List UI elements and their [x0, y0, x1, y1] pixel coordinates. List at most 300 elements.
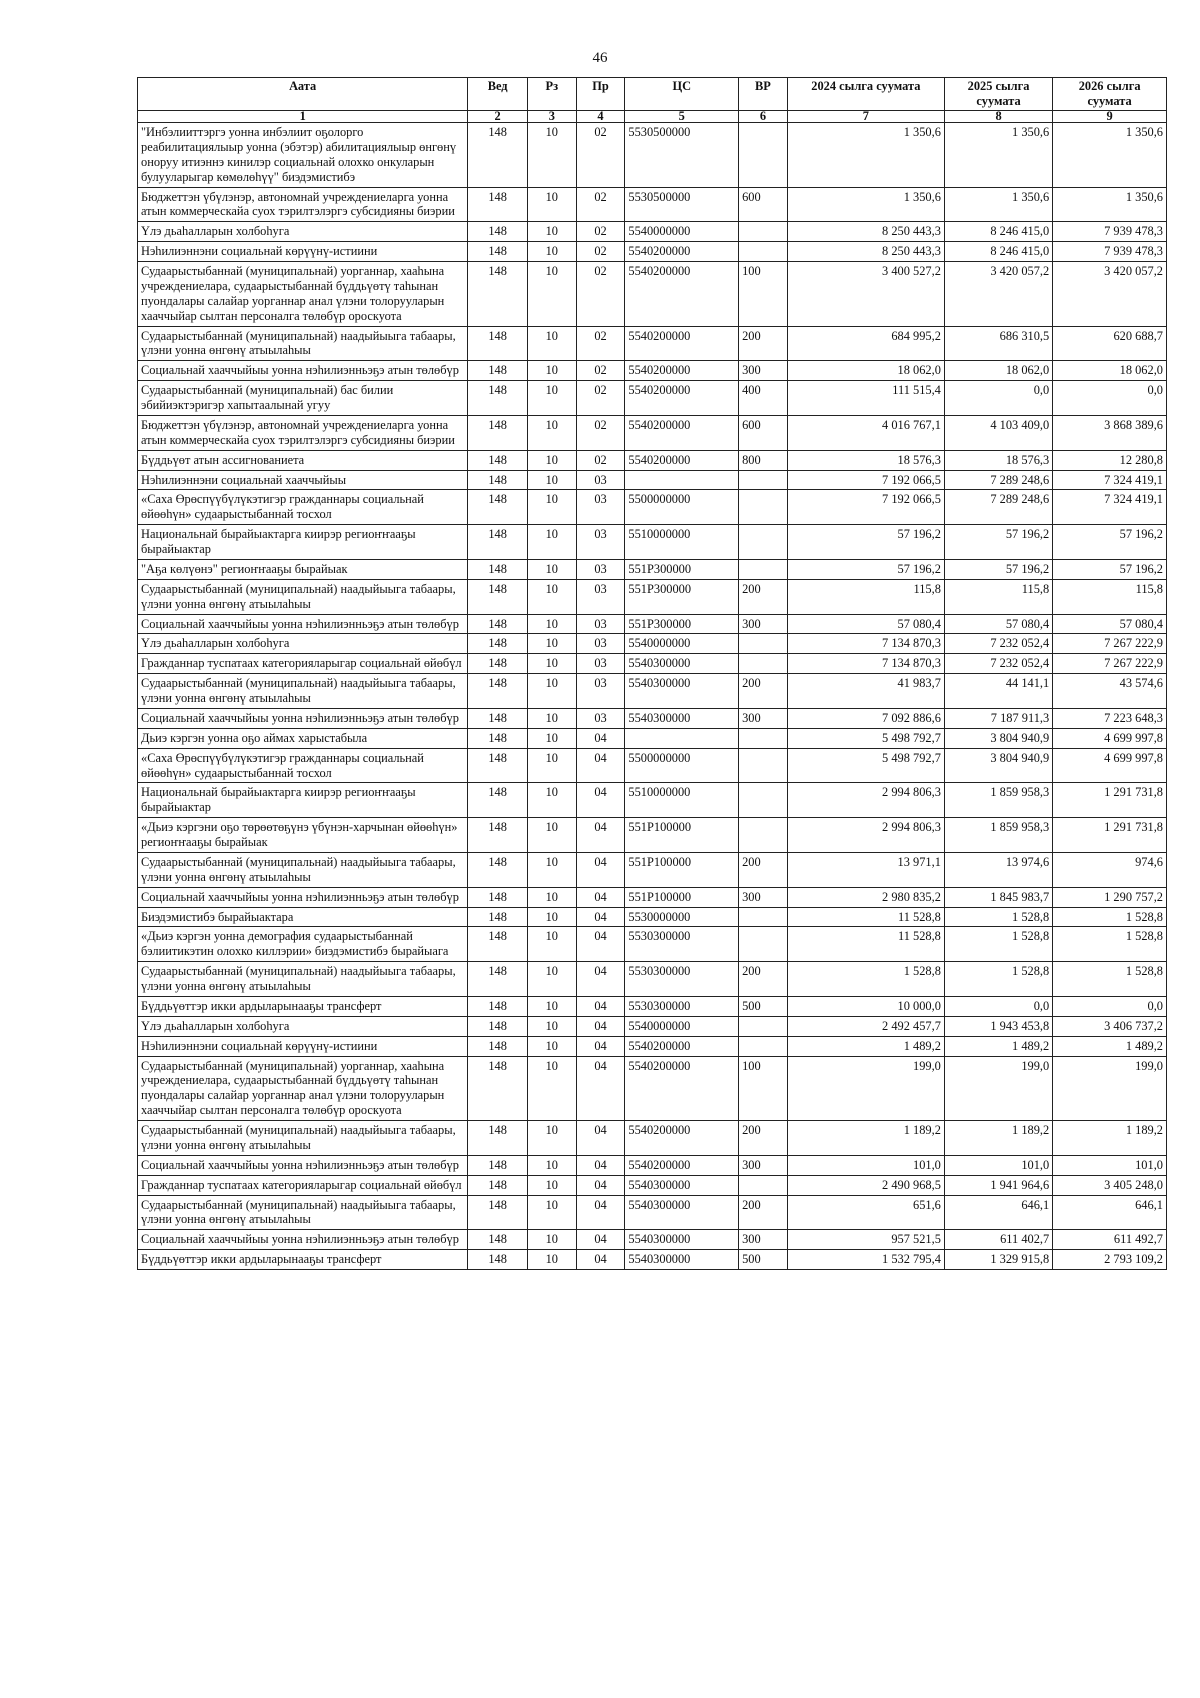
table-row	[138, 674, 1167, 709]
cs-cell: 551P100000	[625, 887, 739, 907]
table-row	[138, 381, 1167, 416]
ved-cell: 148	[468, 123, 528, 188]
ved-cell: 148	[468, 1155, 528, 1175]
cs-cell: 5500000000	[625, 490, 739, 525]
pr-cell: 02	[576, 123, 625, 188]
pr-cell: 04	[576, 887, 625, 907]
rz-cell: 10	[527, 1121, 576, 1156]
cs-cell: 5530300000	[625, 996, 739, 1016]
table-row	[138, 907, 1167, 927]
ved-cell: 148	[468, 187, 528, 222]
row-name-cell: Национальнай бырайыактарга киирэр региоҥҥааҕы бырайыактар	[138, 783, 468, 818]
vr-cell	[739, 123, 788, 188]
row-name-cell: Нэһилиэннэни социальнай көрүүнү-истиини	[138, 242, 468, 262]
amount-2024-cell: 13 971,1	[787, 852, 944, 887]
amount-2025-cell: 7 232 052,4	[944, 634, 1052, 654]
amount-2025-cell: 115,8	[944, 579, 1052, 614]
ved-cell: 148	[468, 1056, 528, 1121]
rz-cell: 10	[527, 415, 576, 450]
column-number: 5	[625, 111, 739, 123]
vr-cell	[739, 490, 788, 525]
rz-cell: 10	[527, 361, 576, 381]
ved-cell: 148	[468, 559, 528, 579]
pr-cell: 04	[576, 1195, 625, 1230]
ved-cell: 148	[468, 654, 528, 674]
cs-cell: 5540200000	[625, 1056, 739, 1121]
amount-2024-cell: 101,0	[787, 1155, 944, 1175]
row-name-cell: Бүддьүөт атын ассигнованиета	[138, 450, 468, 470]
cs-cell: 5540000000	[625, 1016, 739, 1036]
table-row	[138, 242, 1167, 262]
row-name-cell: Үлэ дьаһалларын холбоһуга	[138, 634, 468, 654]
amount-2026-cell: 4 699 997,8	[1053, 728, 1167, 748]
amount-2024-cell: 2 490 968,5	[787, 1175, 944, 1195]
row-name-cell: «Саха Өрөспүүбүлүкэтигэр гражданнары социальнай өйөөһүн» судаарыстыбаннай тосхол	[138, 490, 468, 525]
pr-cell: 03	[576, 708, 625, 728]
vr-cell: 100	[739, 262, 788, 327]
ved-cell: 148	[468, 525, 528, 560]
amount-2024-cell: 3 400 527,2	[787, 262, 944, 327]
amount-2026-cell: 18 062,0	[1053, 361, 1167, 381]
amount-2024-cell: 18 062,0	[787, 361, 944, 381]
amount-2025-cell: 3 804 940,9	[944, 748, 1052, 783]
amount-2026-cell: 0,0	[1053, 381, 1167, 416]
ved-cell: 148	[468, 470, 528, 490]
vr-cell: 100	[739, 1056, 788, 1121]
pr-cell: 04	[576, 783, 625, 818]
vr-cell	[739, 1036, 788, 1056]
amount-2024-cell: 7 192 066,5	[787, 470, 944, 490]
vr-cell: 600	[739, 415, 788, 450]
amount-2024-cell: 57 196,2	[787, 559, 944, 579]
row-name-cell: Нэһилиэннэни социальнай көрүүнү-истиини	[138, 1036, 468, 1056]
amount-2024-cell: 7 134 870,3	[787, 654, 944, 674]
rz-cell: 10	[527, 1250, 576, 1270]
table-row	[138, 852, 1167, 887]
table-row	[138, 326, 1167, 361]
amount-2024-cell: 651,6	[787, 1195, 944, 1230]
rz-cell: 10	[527, 262, 576, 327]
ved-cell: 148	[468, 1036, 528, 1056]
rz-cell: 10	[527, 222, 576, 242]
table-row	[138, 470, 1167, 490]
cs-cell: 5540200000	[625, 1155, 739, 1175]
cs-cell: 5540300000	[625, 1195, 739, 1230]
cs-cell: 5540200000	[625, 415, 739, 450]
rz-cell: 10	[527, 708, 576, 728]
row-name-cell: Судаарыстыбаннай (муниципальнай) наадыйыыга табаары, үлэни уонна өнгөнү атыылаһыы	[138, 852, 468, 887]
cs-cell: 5540200000	[625, 326, 739, 361]
table-row	[138, 1250, 1167, 1270]
row-name-cell: Национальнай бырайыактарга киирэр региоҥҥааҕы бырайыактар	[138, 525, 468, 560]
pr-cell: 02	[576, 242, 625, 262]
amount-2025-cell: 1 859 958,3	[944, 818, 1052, 853]
vr-cell: 300	[739, 1230, 788, 1250]
vr-cell	[739, 927, 788, 962]
row-name-cell: Судаарыстыбаннай (муниципальнай) наадыйыыга табаары, үлэни уонна өнгөнү атыылаһыы	[138, 1121, 468, 1156]
row-name-cell: Судаарыстыбаннай (муниципальнай) наадыйыыга табаары, үлэни уонна өнгөнү атыылаһыы	[138, 1195, 468, 1230]
pr-cell: 03	[576, 674, 625, 709]
rz-cell: 10	[527, 1175, 576, 1195]
vr-cell: 300	[739, 708, 788, 728]
table-row	[138, 450, 1167, 470]
amount-2026-cell: 1 528,8	[1053, 962, 1167, 997]
row-name-cell: Гражданнар туспатаах категорияларыгар социальнай өйөбүл	[138, 1175, 468, 1195]
rz-cell: 10	[527, 381, 576, 416]
amount-2026-cell: 7 267 222,9	[1053, 634, 1167, 654]
table-row	[138, 525, 1167, 560]
table-row	[138, 1036, 1167, 1056]
pr-cell: 02	[576, 222, 625, 242]
amount-2025-cell: 7 289 248,6	[944, 470, 1052, 490]
column-number: 8	[944, 111, 1052, 123]
rz-cell: 10	[527, 818, 576, 853]
vr-cell: 300	[739, 1155, 788, 1175]
vr-cell: 200	[739, 674, 788, 709]
amount-2024-cell: 1 189,2	[787, 1121, 944, 1156]
ved-cell: 148	[468, 927, 528, 962]
cs-cell: 5540200000	[625, 450, 739, 470]
row-name-cell: Судаарыстыбаннай (муниципальнай) бас билии эбийиэктэригэр хапытаалынай угуу	[138, 381, 468, 416]
cs-cell: 5530300000	[625, 962, 739, 997]
header-cs: ЦС	[625, 78, 739, 111]
pr-cell: 03	[576, 614, 625, 634]
amount-2025-cell: 1 528,8	[944, 927, 1052, 962]
rz-cell: 10	[527, 887, 576, 907]
row-name-cell: Судаарыстыбаннай (муниципальнай) уорганнар, хааһына учреждениелара, судаарыстыбаннай бүддьүөтү таһынан пуондалары салайар уорганнар анал үлэни толорууларын хааччыйар сылтан персоналга төлөбүр ороскуота	[138, 262, 468, 327]
amount-2024-cell: 41 983,7	[787, 674, 944, 709]
vr-cell: 200	[739, 326, 788, 361]
table-row	[138, 1230, 1167, 1250]
ved-cell: 148	[468, 490, 528, 525]
pr-cell: 04	[576, 1121, 625, 1156]
rz-cell: 10	[527, 470, 576, 490]
amount-2025-cell: 646,1	[944, 1195, 1052, 1230]
vr-cell	[739, 748, 788, 783]
header-name: Аата	[138, 78, 468, 111]
pr-cell: 04	[576, 852, 625, 887]
amount-2026-cell: 1 189,2	[1053, 1121, 1167, 1156]
page-number: 46	[592, 50, 608, 66]
ved-cell: 148	[468, 962, 528, 997]
vr-cell: 300	[739, 361, 788, 381]
ved-cell: 148	[468, 818, 528, 853]
header-pr: Пр	[576, 78, 625, 111]
amount-2024-cell: 8 250 443,3	[787, 242, 944, 262]
amount-2026-cell: 1 528,8	[1053, 927, 1167, 962]
cs-cell: 5530300000	[625, 927, 739, 962]
vr-cell	[739, 470, 788, 490]
ved-cell: 148	[468, 1195, 528, 1230]
amount-2025-cell: 18 576,3	[944, 450, 1052, 470]
amount-2025-cell: 1 941 964,6	[944, 1175, 1052, 1195]
table-row	[138, 1195, 1167, 1230]
cs-cell: 5540300000	[625, 708, 739, 728]
amount-2024-cell: 2 994 806,3	[787, 783, 944, 818]
rz-cell: 10	[527, 962, 576, 997]
amount-2024-cell: 18 576,3	[787, 450, 944, 470]
pr-cell: 04	[576, 1036, 625, 1056]
ved-cell: 148	[468, 783, 528, 818]
amount-2026-cell: 620 688,7	[1053, 326, 1167, 361]
ved-cell: 148	[468, 907, 528, 927]
ved-cell: 148	[468, 634, 528, 654]
pr-cell: 04	[576, 962, 625, 997]
amount-2026-cell: 3 406 737,2	[1053, 1016, 1167, 1036]
row-name-cell: Социальнай хааччыйыы уонна нэһилиэнньэҕэ атын төлөбүр	[138, 361, 468, 381]
cs-cell: 5540200000	[625, 361, 739, 381]
row-name-cell: «Дьиэ кэргэн уонна демография судаарыстыбаннай бэлиитикэтин олохко киллэрии» биэдэмистибэ бырайыага	[138, 927, 468, 962]
pr-cell: 04	[576, 907, 625, 927]
row-name-cell: «Саха Өрөспүүбүлүкэтигэр гражданнары социальнай өйөөһүн» судаарыстыбаннай тосхол	[138, 748, 468, 783]
pr-cell: 04	[576, 927, 625, 962]
cs-cell: 5510000000	[625, 783, 739, 818]
cs-cell: 5540000000	[625, 222, 739, 242]
ved-cell: 148	[468, 708, 528, 728]
ved-cell: 148	[468, 674, 528, 709]
rz-cell: 10	[527, 187, 576, 222]
table-row	[138, 728, 1167, 748]
amount-2026-cell: 3 868 389,6	[1053, 415, 1167, 450]
pr-cell: 02	[576, 381, 625, 416]
rz-cell: 10	[527, 559, 576, 579]
row-name-cell: «Дьиэ кэргэни оҕо төрөөтөҕүнэ үбүнэн-харчынан өйөөһүн» региоҥҥааҕы бырайыак	[138, 818, 468, 853]
column-number: 2	[468, 111, 528, 123]
amount-2025-cell: 44 141,1	[944, 674, 1052, 709]
column-number: 7	[787, 111, 944, 123]
cs-cell	[625, 470, 739, 490]
rz-cell: 10	[527, 927, 576, 962]
row-name-cell: Бюджеттэн үбүлэнэр, автономнай учреждениеларга уонна атын коммерческайа суох тэрилтэлэргэ субсидияны биэрии	[138, 187, 468, 222]
table-row	[138, 634, 1167, 654]
row-name-cell: Бюджеттэн үбүлэнэр, автономнай учреждениеларга уонна атын коммерческайа суох тэрилтэлэргэ субсидияны биэрии	[138, 415, 468, 450]
amount-2026-cell: 3 405 248,0	[1053, 1175, 1167, 1195]
pr-cell: 03	[576, 579, 625, 614]
row-name-cell: Гражданнар туспатаах категорияларыгар социальнай өйөбүл	[138, 654, 468, 674]
amount-2026-cell: 1 489,2	[1053, 1036, 1167, 1056]
header-ved: Вед	[468, 78, 528, 111]
row-name-cell: "Инбэлииттэргэ уонна инбэлиит оҕолорго реабилитациялыыр уонна (эбэтэр) абилитациялыыр өнгөнү оноруу итиэннэ кинилэр социальнай олохко онкуларын булууларыгар көмөлөһүү" биэдэмистибэ	[138, 123, 468, 188]
ved-cell: 148	[468, 450, 528, 470]
amount-2026-cell: 1 350,6	[1053, 123, 1167, 188]
amount-2025-cell: 611 402,7	[944, 1230, 1052, 1250]
header-2025: 2025 сылга суумата	[944, 78, 1052, 111]
cs-cell: 551P300000	[625, 614, 739, 634]
table-row	[138, 654, 1167, 674]
row-name-cell: Дьиэ кэргэн уонна оҕо аймах харыстабыла	[138, 728, 468, 748]
vr-cell	[739, 783, 788, 818]
header-2024: 2024 сылга суумата	[787, 78, 944, 111]
amount-2025-cell: 1 859 958,3	[944, 783, 1052, 818]
table-row	[138, 222, 1167, 242]
table-row	[138, 962, 1167, 997]
amount-2026-cell: 115,8	[1053, 579, 1167, 614]
amount-2026-cell: 4 699 997,8	[1053, 748, 1167, 783]
pr-cell: 03	[576, 525, 625, 560]
cs-cell: 5530000000	[625, 907, 739, 927]
amount-2026-cell: 2 793 109,2	[1053, 1250, 1167, 1270]
ved-cell: 148	[468, 1121, 528, 1156]
row-name-cell: Социальнай хааччыйыы уонна нэһилиэнньэҕэ атын төлөбүр	[138, 708, 468, 728]
pr-cell: 03	[576, 634, 625, 654]
budget-table	[137, 77, 1167, 1270]
vr-cell: 200	[739, 852, 788, 887]
column-number: 4	[576, 111, 625, 123]
amount-2024-cell: 8 250 443,3	[787, 222, 944, 242]
row-name-cell: Социальнай хааччыйыы уонна нэһилиэнньэҕэ атын төлөбүр	[138, 887, 468, 907]
table-row	[138, 187, 1167, 222]
amount-2025-cell: 0,0	[944, 996, 1052, 1016]
rz-cell: 10	[527, 242, 576, 262]
row-name-cell: Бүддьүөттэр икки ардыларынааҕы трансферт	[138, 1250, 468, 1270]
header-vr: ВР	[739, 78, 788, 111]
vr-cell	[739, 1016, 788, 1036]
rz-cell: 10	[527, 1230, 576, 1250]
amount-2026-cell: 7 939 478,3	[1053, 222, 1167, 242]
amount-2026-cell: 3 420 057,2	[1053, 262, 1167, 327]
column-number: 3	[527, 111, 576, 123]
amount-2024-cell: 2 980 835,2	[787, 887, 944, 907]
cs-cell: 5500000000	[625, 748, 739, 783]
amount-2024-cell: 57 080,4	[787, 614, 944, 634]
rz-cell: 10	[527, 579, 576, 614]
cs-cell: 5540300000	[625, 1230, 739, 1250]
amount-2024-cell: 10 000,0	[787, 996, 944, 1016]
amount-2025-cell: 57 196,2	[944, 559, 1052, 579]
pr-cell: 04	[576, 1155, 625, 1175]
table-row	[138, 262, 1167, 327]
amount-2024-cell: 5 498 792,7	[787, 728, 944, 748]
amount-2025-cell: 57 080,4	[944, 614, 1052, 634]
ved-cell: 148	[468, 326, 528, 361]
pr-cell: 04	[576, 748, 625, 783]
amount-2026-cell: 57 080,4	[1053, 614, 1167, 634]
cs-cell: 5540200000	[625, 1036, 739, 1056]
pr-cell: 04	[576, 996, 625, 1016]
ved-cell: 148	[468, 415, 528, 450]
ved-cell: 148	[468, 242, 528, 262]
amount-2026-cell: 57 196,2	[1053, 559, 1167, 579]
amount-2025-cell: 1 489,2	[944, 1036, 1052, 1056]
table-row	[138, 783, 1167, 818]
table-row	[138, 361, 1167, 381]
row-name-cell: Судаарыстыбаннай (муниципальнай) наадыйыыга табаары, үлэни уонна өнгөнү атыылаһыы	[138, 579, 468, 614]
table-row	[138, 490, 1167, 525]
amount-2025-cell: 1 350,6	[944, 187, 1052, 222]
pr-cell: 04	[576, 1056, 625, 1121]
ved-cell: 148	[468, 614, 528, 634]
table-row	[138, 1175, 1167, 1195]
amount-2024-cell: 7 134 870,3	[787, 634, 944, 654]
amount-2024-cell: 199,0	[787, 1056, 944, 1121]
vr-cell: 500	[739, 996, 788, 1016]
cs-cell: 5540200000	[625, 381, 739, 416]
vr-cell: 400	[739, 381, 788, 416]
amount-2025-cell: 3 804 940,9	[944, 728, 1052, 748]
amount-2024-cell: 115,8	[787, 579, 944, 614]
row-name-cell: Социальнай хааччыйыы уонна нэһилиэнньэҕэ атын төлөбүр	[138, 1230, 468, 1250]
rz-cell: 10	[527, 490, 576, 525]
table-row	[138, 1056, 1167, 1121]
ved-cell: 148	[468, 887, 528, 907]
amount-2025-cell: 101,0	[944, 1155, 1052, 1175]
column-number: 6	[739, 111, 788, 123]
table-row	[138, 1016, 1167, 1036]
rz-cell: 10	[527, 634, 576, 654]
table-row	[138, 887, 1167, 907]
amount-2024-cell: 2 994 806,3	[787, 818, 944, 853]
rz-cell: 10	[527, 674, 576, 709]
cs-cell: 5530500000	[625, 187, 739, 222]
vr-cell	[739, 634, 788, 654]
vr-cell	[739, 818, 788, 853]
pr-cell: 02	[576, 361, 625, 381]
pr-cell: 03	[576, 470, 625, 490]
rz-cell: 10	[527, 525, 576, 560]
pr-cell: 02	[576, 415, 625, 450]
cs-cell: 5540300000	[625, 1175, 739, 1195]
vr-cell: 800	[739, 450, 788, 470]
column-number-row	[138, 111, 1167, 123]
row-name-cell: Үлэ дьаһалларын холбоһуга	[138, 1016, 468, 1036]
pr-cell: 02	[576, 450, 625, 470]
table-row	[138, 996, 1167, 1016]
ved-cell: 148	[468, 1230, 528, 1250]
vr-cell	[739, 728, 788, 748]
amount-2025-cell: 0,0	[944, 381, 1052, 416]
rz-cell: 10	[527, 907, 576, 927]
amount-2024-cell: 2 492 457,7	[787, 1016, 944, 1036]
amount-2026-cell: 7 223 648,3	[1053, 708, 1167, 728]
pr-cell: 02	[576, 262, 625, 327]
cs-cell	[625, 728, 739, 748]
ved-cell: 148	[468, 1016, 528, 1036]
row-name-cell: Социальнай хааччыйыы уонна нэһилиэнньэҕэ атын төлөбүр	[138, 614, 468, 634]
amount-2024-cell: 7 092 886,6	[787, 708, 944, 728]
amount-2024-cell: 1 532 795,4	[787, 1250, 944, 1270]
vr-cell: 200	[739, 962, 788, 997]
rz-cell: 10	[527, 450, 576, 470]
rz-cell: 10	[527, 852, 576, 887]
ved-cell: 148	[468, 361, 528, 381]
vr-cell: 600	[739, 187, 788, 222]
cs-cell: 5510000000	[625, 525, 739, 560]
cs-cell: 5530500000	[625, 123, 739, 188]
amount-2025-cell: 4 103 409,0	[944, 415, 1052, 450]
header-rz: Рз	[527, 78, 576, 111]
amount-2025-cell: 7 187 911,3	[944, 708, 1052, 728]
rz-cell: 10	[527, 1036, 576, 1056]
vr-cell: 200	[739, 1121, 788, 1156]
amount-2025-cell: 57 196,2	[944, 525, 1052, 560]
header-2026: 2026 сылга суумата	[1053, 78, 1167, 111]
amount-2026-cell: 199,0	[1053, 1056, 1167, 1121]
pr-cell: 02	[576, 187, 625, 222]
cs-cell: 5540000000	[625, 634, 739, 654]
amount-2025-cell: 1 189,2	[944, 1121, 1052, 1156]
cs-cell: 5540300000	[625, 1250, 739, 1270]
row-name-cell: Судаарыстыбаннай (муниципальнай) наадыйыыга табаары, үлэни уонна өнгөнү атыылаһыы	[138, 962, 468, 997]
amount-2025-cell: 7 232 052,4	[944, 654, 1052, 674]
cs-cell: 551P300000	[625, 579, 739, 614]
vr-cell: 500	[739, 1250, 788, 1270]
amount-2024-cell: 57 196,2	[787, 525, 944, 560]
amount-2026-cell: 7 324 419,1	[1053, 470, 1167, 490]
vr-cell	[739, 907, 788, 927]
cs-cell: 551P100000	[625, 852, 739, 887]
rz-cell: 10	[527, 748, 576, 783]
ved-cell: 148	[468, 381, 528, 416]
